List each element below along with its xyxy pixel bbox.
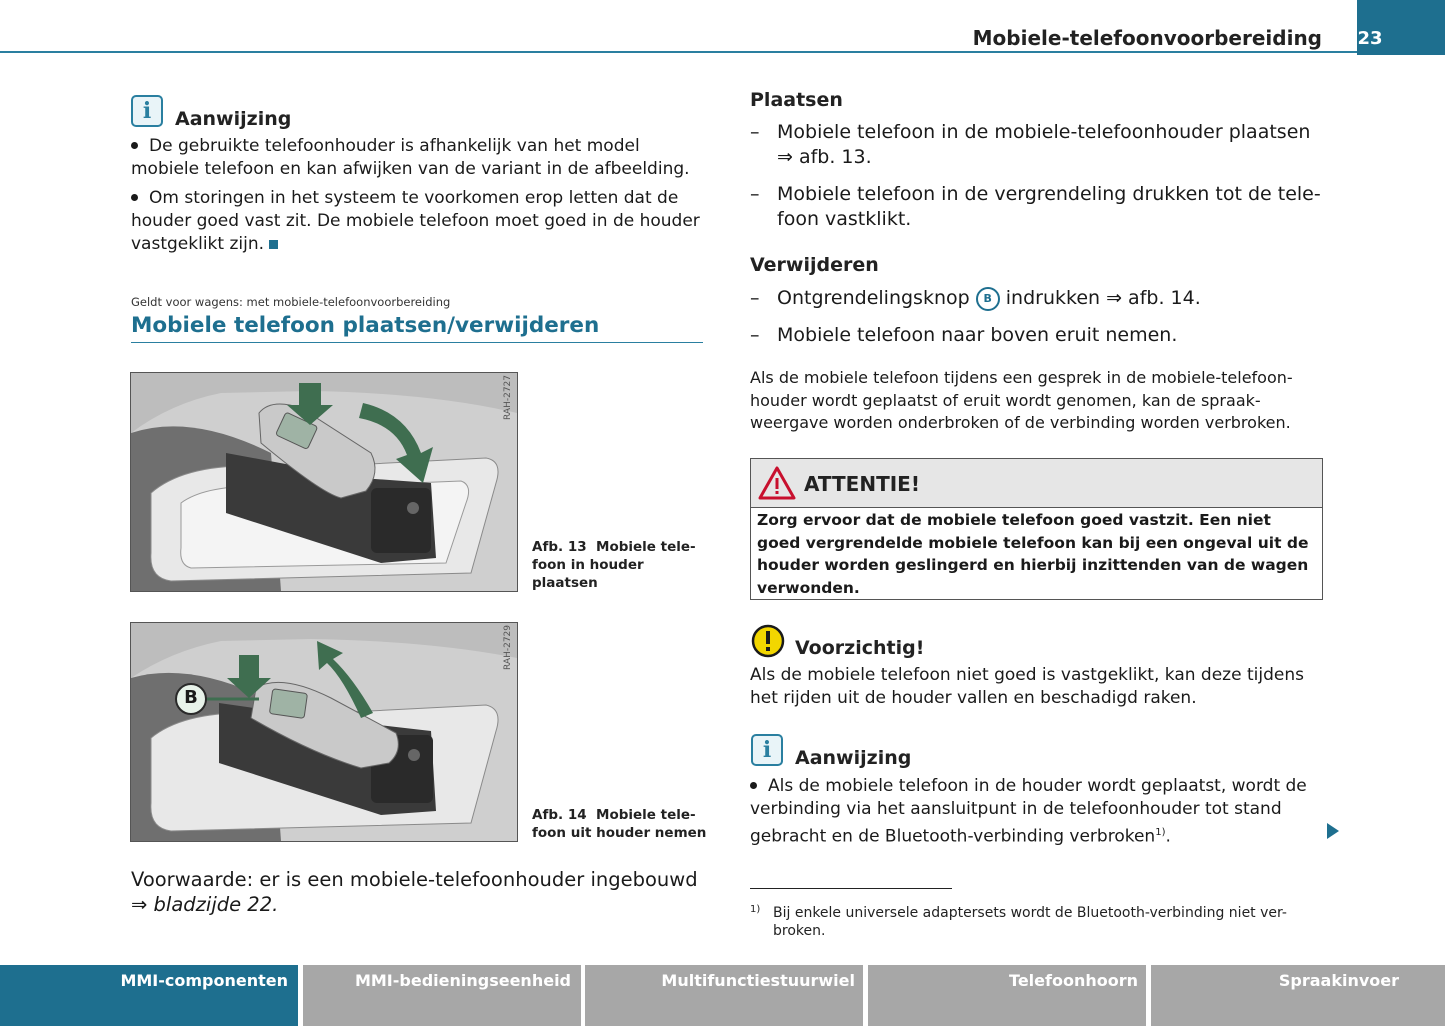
dash-icon: – <box>750 183 760 205</box>
verwijderen-step-2: Mobiele telefoon naar boven eruit nemen. <box>777 324 1178 346</box>
plaatsen-title: Plaatsen <box>750 89 843 111</box>
applies-to: Geldt voor wagens: met mobiele-telefoonvoorbereiding <box>131 295 451 309</box>
verwijderen-step-1 <box>777 286 1337 311</box>
footnote-text: Bij enkele universele adaptersets wordt de Bluetooth-verbinding niet ver-broken. <box>773 905 1287 939</box>
footnote-marker: 1) <box>750 904 761 915</box>
plaatsen-step-1 <box>777 120 1337 170</box>
continue-arrow-icon <box>1326 822 1340 840</box>
figure-13-caption-line1: Mobiele tele- <box>596 539 696 555</box>
figure-13-code: RAH-2727 <box>503 375 513 420</box>
figure-14-label: Afb. 14 <box>532 807 587 823</box>
bullet-icon <box>750 782 757 789</box>
figure-14-caption <box>532 806 707 842</box>
tab-telefoonhoorn[interactable]: Telefoonhoorn <box>868 965 1146 1026</box>
bullet-icon <box>131 194 138 201</box>
paragraph-line-2: houder wordt geplaatst of eruit wordt genomen, kan de spraak- <box>750 390 1261 410</box>
figure-13-caption-line3: plaatsen <box>532 575 598 591</box>
figure-13-illustration <box>131 373 517 591</box>
note-title: Aanwijzing <box>175 108 292 130</box>
figure-14 <box>130 622 518 842</box>
dash-icon: – <box>750 324 760 346</box>
note-right-title: Aanwijzing <box>795 747 912 769</box>
warning-triangle-icon <box>758 466 796 500</box>
note-right-bullet <box>750 775 1330 849</box>
tab-mmi-componenten[interactable]: MMI-componenten <box>0 965 298 1026</box>
verwijderen-step-1-post: indrukken ⇒ afb. 14. <box>1005 287 1201 309</box>
info-icon: i <box>751 734 783 766</box>
header-rule <box>0 51 1357 53</box>
note-bullet-1-text: De gebruikte telefoonhouder is afhankelijk van het model mobiele telefoon en kan afwijken van de variant in de afbeelding. <box>131 136 690 179</box>
unlock-button-b-icon: B <box>976 287 1000 311</box>
figure-14-code: RAH-2729 <box>503 625 513 670</box>
footnote-ref[interactable]: 1) <box>1155 827 1166 838</box>
figure-14-illustration <box>131 623 517 841</box>
tab-multifunctiestuurwiel[interactable]: Multifunctiestuurwiel <box>585 965 863 1026</box>
dash-icon: – <box>750 287 760 309</box>
tab-mmi-bedieningseenheid[interactable]: MMI-bedieningseenheid <box>303 965 581 1026</box>
paragraph-line-3: weergave worden onderbroken of de verbinding worden verbroken. <box>750 413 1291 432</box>
plaatsen-step-2-line2: foon vastklikt. <box>777 208 912 230</box>
bullet-icon <box>131 142 138 149</box>
plaatsen-step-1-text: Mobiele telefoon in de mobiele-telefoonhouder plaatsen <box>777 121 1311 143</box>
note-bullet-2 <box>131 187 706 256</box>
plaatsen-step-1-ref[interactable]: ⇒ afb. 13. <box>777 146 872 168</box>
figure-14-caption-line2: foon uit houder nemen <box>532 825 707 841</box>
figure-13-label: Afb. 13 <box>532 539 587 555</box>
figure-13 <box>130 372 518 592</box>
section-title: Mobiele telefoon plaatsen/verwijderen <box>131 313 600 338</box>
info-icon: i <box>131 95 163 127</box>
verwijderen-title: Verwijderen <box>750 254 879 276</box>
attention-header <box>751 459 1322 508</box>
verwijderen-step-1-pre: Ontgrendelingsknop <box>777 287 970 309</box>
plaatsen-step-2-line1: Mobiele telefoon in de vergrendeling drukken tot de tele- <box>777 183 1321 205</box>
caution-text: Als de mobiele telefoon niet goed is vastgeklikt, kan deze tijdens het rijden uit de houder vallen en beschadigd raken. <box>750 665 1304 708</box>
dash-icon: – <box>750 121 760 143</box>
caution-title: Voorzichtig! <box>795 637 925 659</box>
note-bullet-2-text: Om storingen in het systeem te voorkomen erop letten dat de houder goed vast zit. De mobiele telefoon moet goed in de houder vastgeklikt zijn. <box>131 188 700 254</box>
tab-spraakinvoer[interactable]: Spraakinvoer <box>1151 965 1445 1026</box>
note-right-end: . <box>1165 826 1171 847</box>
callout-b: B <box>184 687 198 708</box>
figure-13-caption-line2: foon in houder <box>532 557 644 573</box>
figure-14-caption-line1: Mobiele tele- <box>596 807 696 823</box>
end-mark-icon <box>269 240 278 249</box>
precondition: Voorwaarde: er is een mobiele-telefoonhouder ingebouwd <box>131 868 698 891</box>
figure-13-caption <box>532 538 707 592</box>
footnote-rule <box>750 888 952 889</box>
caution-icon <box>751 624 785 658</box>
plaatsen-step-2 <box>777 182 1337 232</box>
attention-box <box>750 458 1323 600</box>
precondition-ref[interactable]: ⇒ bladzijde 22. <box>131 893 279 916</box>
page-number: 23 <box>1357 28 1383 49</box>
section-rule <box>131 342 703 343</box>
info-paragraph <box>750 367 1335 435</box>
attention-title: ATTENTIE! <box>804 472 920 496</box>
note-right-text: Als de mobiele telefoon in de houder wordt geplaatst, wordt de verbinding via het aansluitpunt in de telefoonhouder tot stand gebracht en de Bluetooth-verbinding verbroken <box>750 776 1307 847</box>
paragraph-line-1: Als de mobiele telefoon tijdens een gesprek in de mobiele-telefoon- <box>750 368 1293 387</box>
page-title: Mobiele-telefoonvoorbereiding <box>972 26 1322 50</box>
note-bullet-1 <box>131 135 706 181</box>
attention-text: Zorg ervoor dat de mobiele telefoon goed vastzit. Een niet goed vergrendelde mobiele telefoon kan bij een ongeval uit de houder worden geslingerd en hierbij inzittenden van de wagen verwonden. <box>757 511 1309 597</box>
